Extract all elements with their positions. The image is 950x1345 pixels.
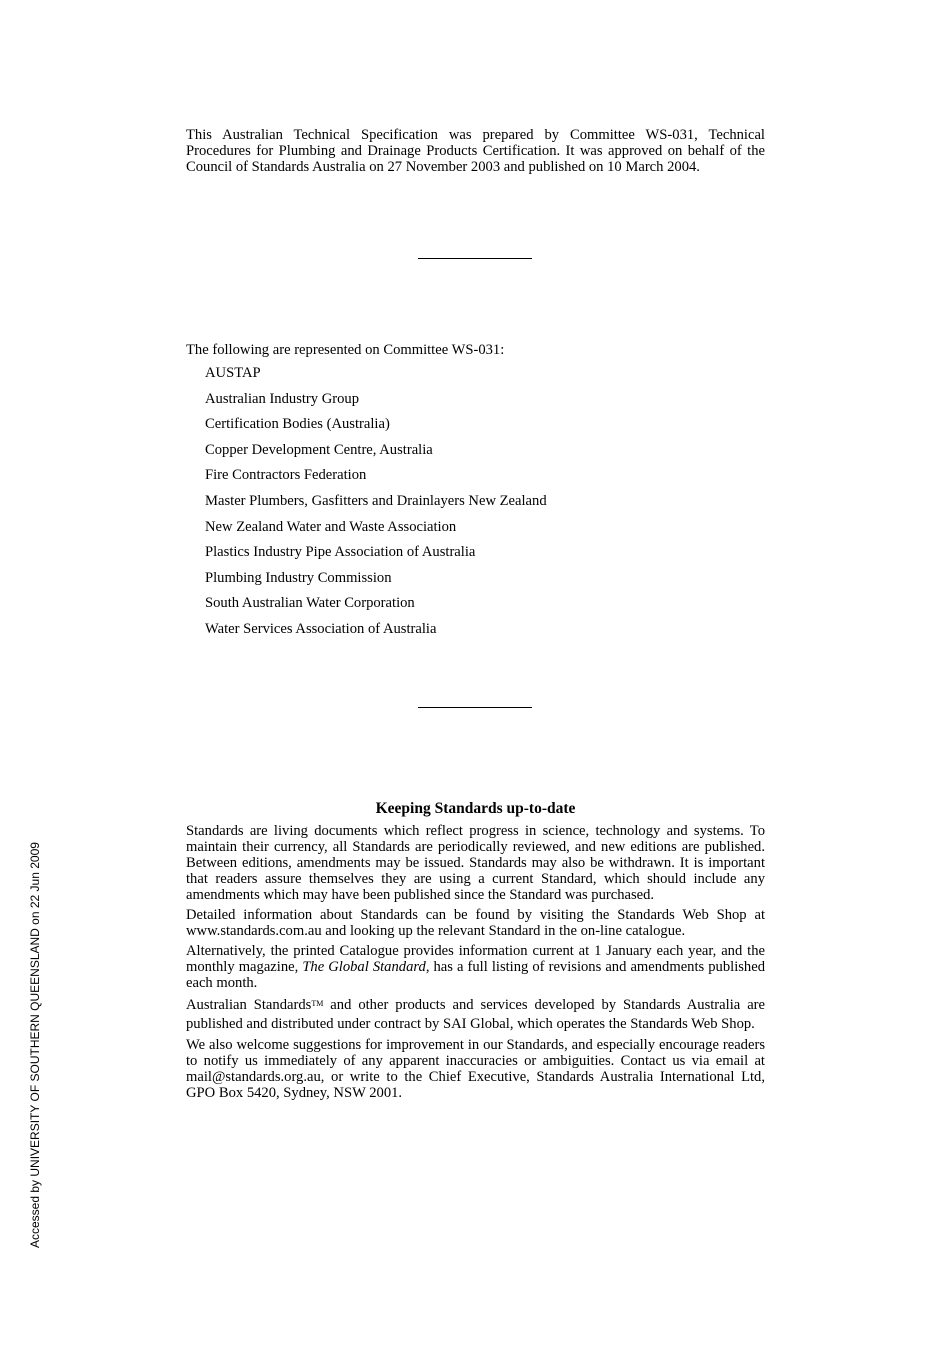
paragraph-contact: We also welcome suggestions for improvement in our Standards, and especially encourage readers to notify us immediately of any apparent inaccuracies or ambiguities. Contact us via email at mail@standards.org.au, or write to the Chief Executive, Standards Australia International Ltd, GPO Box 5420, Sydney, NSW 2001. [186,1037,765,1101]
committee-member: Plastics Industry Pipe Association of Australia [205,544,476,561]
section-heading: Keeping Standards up-to-date [375,800,576,817]
committee-member: AUSTAP [205,365,261,381]
catalogue-text-start: Alternatively, the printed Catalogue provides information current at 1 January each year, and the monthly magazine, [186,943,765,975]
paragraph-catalogue [186,943,765,991]
committee-member: Water Services Association of Australia [205,620,437,637]
sai-text-start: Australian Standards [186,997,312,1013]
committee-member: Fire Contractors Federation [205,467,367,484]
committee-member: Copper Development Centre, Australia [205,441,433,458]
committee-member: Certification Bodies (Australia) [205,416,390,433]
committee-member: Plumbing Industry Commission [205,569,392,586]
paragraph-web-shop: Detailed information about Standards can be found by visiting the Standards Web Shop at www.standards.com.au and looking up the relevant Standard in the on-line catalogue. [186,907,765,939]
committee-member: New Zealand Water and Waste Association [205,518,457,535]
catalogue-text-end: , has a full listing of revisions and amendments published each month. [186,959,765,991]
section-divider [418,707,532,708]
committee-member: Master Plumbers, Gasfitters and Drainlayers New Zealand [205,492,547,509]
section-divider [418,258,532,259]
preparation-statement: This Australian Technical Specification was prepared by Committee WS-031, Technical Procedures for Plumbing and Drainage Products Certification. It was approved on behalf of the Council of Standards Australia on 27 November 2003 and published on 10 March 2004. [186,127,765,175]
committee-member: South Australian Water Corporation [205,595,415,612]
paragraph-sai-global [186,995,765,1033]
magazine-title: The Global Standard [302,959,426,975]
paragraph-living-documents: Standards are living documents which reflect progress in science, technology and systems. To maintain their currency, all Standards are periodically reviewed, and new editions are published. Between editions, amendments may be issued. Standards may also be withdrawn. It is important that readers assure themselves they are using a current Standard, which should include any amendments which may have been published since the Standard was purchased. [186,823,765,903]
committee-intro: The following are represented on Committee WS-031: [186,342,505,358]
access-watermark: Accessed by UNIVERSITY OF SOUTHERN QUEENSLAND on 22 Jun 2009 [28,842,42,1248]
committee-member-list [205,365,547,647]
sai-text-end: and other products and services developed by Standards Australia are published and distributed under contract by SAI Global, which operates the Standards Web Shop. [186,997,766,1032]
committee-member: Australian Industry Group [205,390,360,407]
trademark-mark: TM [311,999,324,1008]
keeping-standards-body [186,823,765,1105]
